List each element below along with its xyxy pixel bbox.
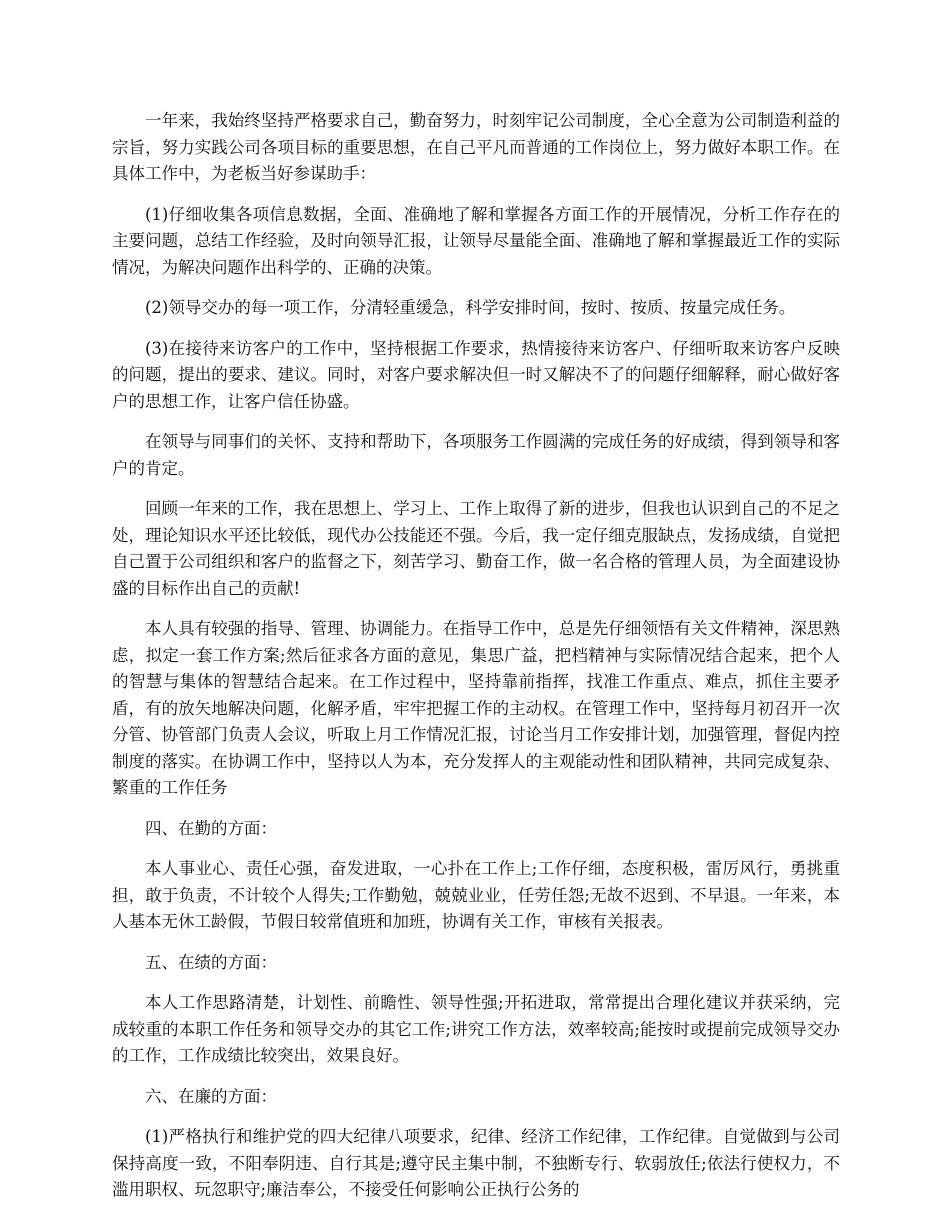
section-heading-diligence: 四、在勤的方面：: [145, 818, 277, 838]
paragraph-diligence: 本人事业心、责任心强，奋发进取，一心扑在工作上;工作仔细，态度积极，雷厉风行，勇挑重担，敢于负责，不计较个人得失;工作勤勉，兢兢业业，任劳任怨;无故不迟到、不早退。一年来，本人基本无休工龄假，节假日较常值班和加班，协调有关工作，审核有关报表。: [112, 859, 840, 931]
paragraph-item-1: (1)仔细收集各项信息数据，全面、准确地了解和掌握各方面工作的开展情况，分析工作存在的主要问题，总结工作经验，及时向领导汇报，让领导尽量能全面、准确地了解和掌握最近工作的实际情况，为解决问题作出科学的、正确的决策。: [112, 204, 840, 277]
paragraph-integrity-1: (1)严格执行和维护党的四大纪律八项要求，纪律、经济工作纪律，工作纪律。自觉做到与公司保持高度一致，不阳奉阴违、自行其是;遵守民主集中制，不独断专行、软弱放任;依法行使权力，不滥用职权、玩忽职守;廉洁奉公，不接受任何影响公正执行公务的: [112, 1127, 840, 1199]
section-heading-integrity: 六、在廉的方面：: [145, 1086, 277, 1106]
paragraph-ability: 本人具有较强的指导、管理、协调能力。在指导工作中，总是先仔细领悟有关文件精神，深思熟虑，拟定一套工作方案;然后征求各方面的意见，集思广益，把档精神与实际情况结合起来，把个人的智慧与集体的智慧结合起来。在工作过程中，坚持靠前指挥，找准工作重点、难点，抓住主要矛盾，有的放矢地解决问题，化解矛盾，牢牢把握工作的主动权。在管理工作中，坚持每月初召开一次分管、协管部门负责人会议，听取上月工作情况汇报，讨论当月工作安排计划，加强管理，督促内控制度的落实。在协调工作中，坚持以人为本，充分发挥人的主观能动性和团队精神，共同完成复杂、繁重的工作任务: [112, 619, 840, 797]
document-page: [112, 108, 840, 1218]
paragraph-item-3: (3)在接待来访客户的工作中，坚持根据工作要求，热情接待来访客户、仔细听取来访客户反映的问题，提出的要求、建议。同时，对客户要求解决但一时又解决不了的问题仔细解释，耐心做好客户的思想工作，让客户信任协盛。: [112, 338, 840, 411]
section-heading-performance: 五、在绩的方面：: [145, 952, 277, 972]
paragraph-achievement: 在领导与同事们的关怀、支持和帮助下，各项服务工作圆满的完成任务的好成绩，得到领导和客户的肯定。: [112, 432, 840, 478]
paragraph-item-2: (2)领导交办的每一项工作，分清轻重缓急，科学安排时间，按时、按质、按量完成任务。: [145, 298, 796, 317]
paragraph-performance: 本人工作思路清楚，计划性、前瞻性、领导性强;开拓进取，常常提出合理化建议并获采纳，完成较重的本职工作任务和领导交办的其它工作;讲究工作方法，效率较高;能按时或提前完成领导交办的工作，工作成绩比较突出，效果良好。: [112, 993, 840, 1065]
paragraph-intro: 一年来，我始终坚持严格要求自己，勤奋努力，时刻牢记公司制度，全心全意为公司制造利益的宗旨，努力实践公司各项目标的重要思想，在自己平凡而普通的工作岗位上，努力做好本职工作。在具体工作中，为老板当好参谋助手：: [112, 111, 840, 183]
paragraph-review: 回顾一年来的工作，我在思想上、学习上、工作上取得了新的进步，但我也认识到自己的不足之处，理论知识水平还比较低，现代办公技能还不强。今后，我一定仔细克服缺点，发扬成绩，自觉把自己置于公司组织和客户的监督之下，刻苦学习、勤奋工作，做一名合格的管理人员，为全面建设协盛的目标作出自己的贡献!: [112, 499, 840, 598]
